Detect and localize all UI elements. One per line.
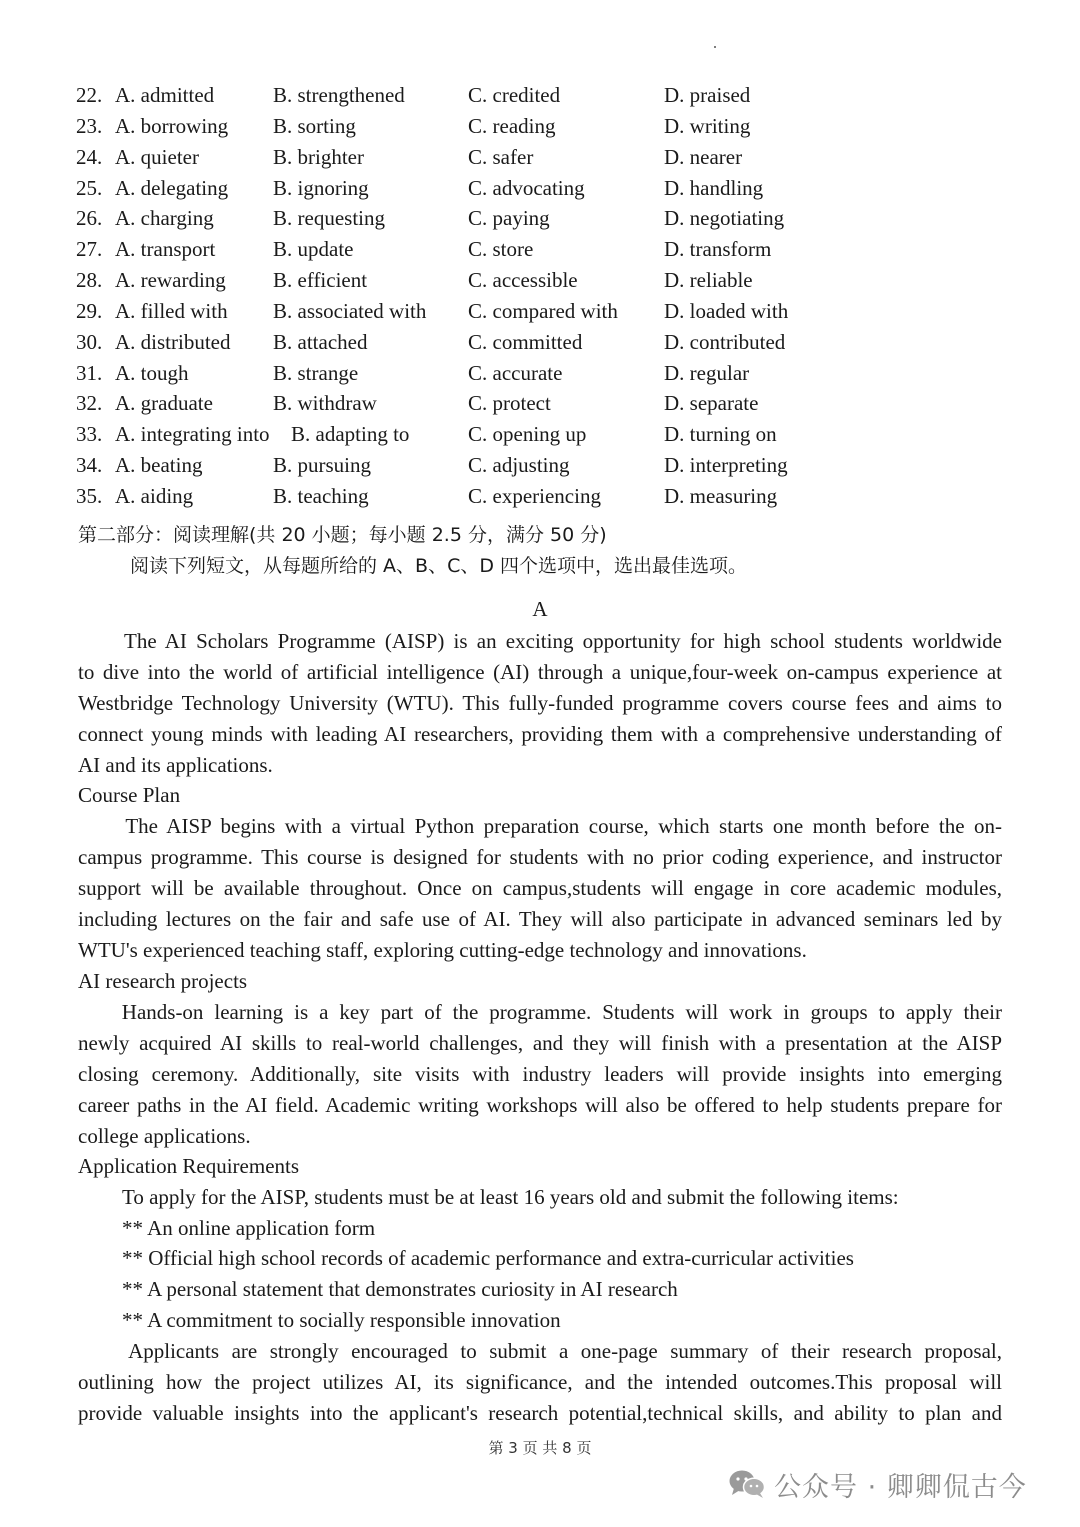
option-c: C. store (468, 237, 534, 262)
option-c: C. advocating (468, 175, 585, 200)
option-a: A. charging (115, 206, 214, 231)
option-a: A. transport (115, 237, 216, 262)
text-line: AI and its applications. (78, 752, 273, 777)
text-line: career paths in the AI field. Academic writing workshops will also be offered to help students prepare for (78, 1092, 1002, 1117)
text-line: The AISP begins with a virtual Python preparation course, which starts one month before the on- (78, 814, 1002, 838)
option-c: C. accurate (468, 360, 563, 385)
text-line: provide valuable insights into the applicant's research potential,technical skills, and ability to plan and (78, 1400, 1002, 1425)
option-b: B. associated with (273, 298, 427, 323)
question-row (76, 265, 1016, 296)
question-row (76, 296, 1016, 327)
question-row (76, 388, 1016, 419)
option-b: B. efficient (273, 268, 368, 293)
question-row (76, 419, 1016, 450)
option-c: C. accessible (468, 268, 578, 293)
option-c: C. paying (468, 206, 550, 231)
option-a: A. distributed (115, 329, 231, 354)
question-row (76, 450, 1016, 481)
text-line: WTU's experienced teaching staff, exploring cutting-edge technology and innovations. (78, 937, 807, 962)
wechat-icon (728, 1469, 766, 1499)
question-number: 35. (76, 483, 103, 508)
intro-paragraph (78, 626, 1002, 781)
course-plan-heading: Course Plan (78, 783, 181, 807)
text-line: closing ceremony. Additionally, site visits with industry leaders will provide insights into emerging (78, 1061, 1002, 1086)
requirement-item: ** A personal statement that demonstrates curiosity in AI research (122, 1277, 678, 1301)
question-row (76, 111, 1016, 142)
text-line: newly acquired AI skills to real-world challenges, and they will finish with a presentation at the AISP (78, 1030, 1002, 1055)
option-a: A. filled with (115, 298, 228, 323)
question-number: 31. (76, 360, 103, 385)
research-paragraph (78, 997, 1002, 1152)
question-number: 22. (76, 83, 103, 107)
question-number: 32. (76, 391, 103, 416)
closing-paragraph (78, 1336, 1002, 1429)
passage-letter: A (532, 597, 548, 621)
watermark (728, 1464, 1027, 1504)
option-b: B. pursuing (273, 453, 372, 478)
option-a: A. admitted (115, 83, 215, 107)
option-a: A. graduate (115, 391, 213, 416)
text-line: connect young minds with leading AI researchers, providing them with a comprehensive understanding of (78, 721, 1002, 746)
question-number: 30. (76, 329, 103, 354)
option-a: A. integrating into (115, 422, 270, 447)
question-row (76, 142, 1016, 173)
option-d: D. handling (664, 175, 764, 200)
text-line: Applicants are strongly encouraged to submit a one-page summary of their research proposal, (78, 1339, 1002, 1363)
option-b: B. brighter (273, 144, 364, 169)
section-title: 第二部分：阅读理解(共 20 小题；每小题 2.5 分，满分 50 分) (78, 524, 607, 546)
option-c: C. credited (468, 83, 561, 107)
option-a: A. tough (115, 360, 189, 385)
option-d: D. praised (664, 83, 751, 107)
scan-speck (714, 46, 716, 48)
option-b: B. strange (273, 360, 359, 385)
option-d: D. nearer (664, 144, 743, 169)
option-d: D. reliable (664, 268, 753, 293)
question-row (76, 481, 1016, 512)
text-line: Hands-on learning is a key part of the programme. Students will work in groups to apply their (78, 1000, 1002, 1024)
requirement-item: ** Official high school records of academic performance and extra-curricular activities (122, 1246, 854, 1270)
requirement-item: ** An online application form (122, 1216, 376, 1240)
question-row (76, 173, 1016, 204)
option-c: C. opening up (468, 422, 587, 447)
option-d: D. turning on (664, 422, 777, 447)
question-number: 33. (76, 422, 103, 447)
option-d: D. interpreting (664, 453, 788, 478)
option-c: C. protect (468, 391, 551, 416)
question-number: 26. (76, 206, 103, 231)
question-number: 23. (76, 113, 103, 138)
option-b: B. update (273, 237, 354, 262)
option-c: C. reading (468, 113, 556, 138)
research-heading: AI research projects (78, 969, 248, 993)
question-row (76, 358, 1016, 389)
option-a: A. aiding (115, 483, 194, 508)
option-c: C. adjusting (468, 453, 570, 478)
question-row (76, 327, 1016, 358)
requirement-item: ** A commitment to socially responsible innovation (122, 1308, 561, 1332)
question-number: 24. (76, 144, 103, 169)
course-paragraph (78, 811, 1002, 966)
option-b: B. ignoring (273, 175, 369, 200)
option-c: C. committed (468, 329, 583, 354)
watermark-text: 公众号 · 卿卿侃古今 (774, 1471, 1027, 1503)
option-d: D. negotiating (664, 206, 785, 231)
option-d: D. measuring (664, 483, 778, 508)
option-d: D. separate (664, 391, 759, 416)
option-d: D. writing (664, 113, 751, 138)
question-row (76, 234, 1016, 265)
requirements-intro: To apply for the AISP, students must be at least 16 years old and submit the following items: (122, 1185, 899, 1209)
text-line: support will be available throughout. Once on campus,students will engage in core academic modules, (78, 875, 1002, 900)
option-b: B. withdraw (273, 391, 377, 416)
question-number: 27. (76, 237, 103, 262)
option-a: A. delegating (115, 175, 229, 200)
section-instruction: 阅读下列短文，从每题所给的 A、B、C、D 四个选项中，选出最佳选项。 (130, 555, 748, 577)
option-d: D. loaded with (664, 298, 789, 323)
option-a: A. borrowing (115, 113, 229, 138)
answer-options-list (76, 80, 1016, 512)
text-line: including lectures on the fair and safe use of AI. They will also participate in advanced seminars led by (78, 906, 1002, 931)
option-b: B. adapting to (291, 422, 410, 447)
requirements-heading: Application Requirements (78, 1154, 300, 1178)
option-d: D. regular (664, 360, 750, 385)
option-c: C. experiencing (468, 483, 601, 508)
text-line: to dive into the world of artificial intelligence (AI) through a unique,four-week on-campus experience at (78, 659, 1002, 684)
question-number: 28. (76, 268, 103, 293)
option-b: B. strengthened (273, 83, 405, 107)
text-line: The AI Scholars Programme (AISP) is an exciting opportunity for high school students worldwide (78, 629, 1002, 653)
option-d: D. transform (664, 237, 772, 262)
option-a: A. rewarding (115, 268, 226, 293)
option-b: B. requesting (273, 206, 385, 231)
text-line: college applications. (78, 1123, 251, 1148)
question-number: 29. (76, 298, 103, 323)
option-a: A. beating (115, 453, 203, 478)
option-b: B. teaching (273, 483, 369, 508)
question-row (76, 80, 1016, 111)
question-number: 34. (76, 453, 103, 478)
page-number: 第 3 页 共 8 页 (488, 1439, 592, 1457)
option-b: B. sorting (273, 113, 356, 138)
option-d: D. contributed (664, 329, 786, 354)
text-line: Westbridge Technology University (WTU). This fully-funded programme covers course fees and aims to (78, 690, 1002, 715)
option-a: A. quieter (115, 144, 199, 169)
text-line: outlining how the project utilizes AI, its significance, and the intended outcomes.This proposal will (78, 1369, 1002, 1394)
question-number: 25. (76, 175, 103, 200)
text-line: campus programme. This course is designed for students with no prior coding experience, and instructor (78, 844, 1002, 869)
option-b: B. attached (273, 329, 368, 354)
option-c: C. compared with (468, 298, 618, 323)
option-c: C. safer (468, 144, 534, 169)
question-row (76, 203, 1016, 234)
